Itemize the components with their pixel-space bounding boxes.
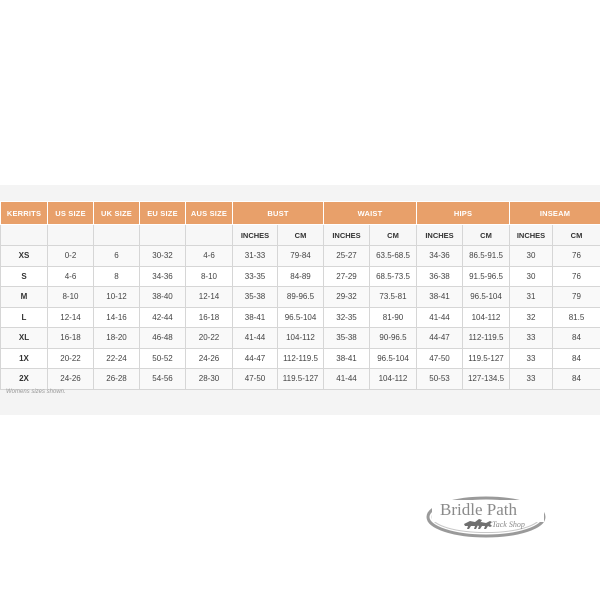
- table-cell: 38-40: [140, 287, 186, 308]
- table-cell: 31: [510, 287, 553, 308]
- subheader-blank: [94, 225, 140, 246]
- table-cell: 33: [510, 369, 553, 390]
- table-cell: 90-96.5: [370, 328, 417, 349]
- subheader-bust-cm: CM: [278, 225, 324, 246]
- table-cell: 63.5-68.5: [370, 246, 417, 267]
- size-label-cell: M: [1, 287, 48, 308]
- header-us-size: US SIZE: [48, 202, 94, 225]
- size-label-cell: XS: [1, 246, 48, 267]
- table-cell: 81.5: [553, 307, 600, 328]
- table-cell: 26-28: [94, 369, 140, 390]
- size-label-cell: XL: [1, 328, 48, 349]
- size-label-cell: 2X: [1, 369, 48, 390]
- header-uk-size: UK SIZE: [94, 202, 140, 225]
- table-cell: 36-38: [417, 266, 463, 287]
- table-cell: 0-2: [48, 246, 94, 267]
- table-cell: 50-52: [140, 348, 186, 369]
- table-cell: 31-33: [233, 246, 278, 267]
- header-brand: KERRITS: [1, 202, 48, 225]
- table-cell: 76: [553, 266, 600, 287]
- table-cell: 76: [553, 246, 600, 267]
- size-chart-container: [0, 201, 600, 390]
- table-cell: 10-12: [94, 287, 140, 308]
- table-cell: 79: [553, 287, 600, 308]
- logo-brand-text: Bridle Path: [440, 500, 517, 519]
- table-cell: 119.5-127: [463, 348, 510, 369]
- table-cell: 127-134.5: [463, 369, 510, 390]
- table-cell: 33: [510, 328, 553, 349]
- subheader-inseam-cm: CM: [553, 225, 600, 246]
- header-row: [1, 202, 600, 225]
- table-cell: 35-38: [233, 287, 278, 308]
- table-cell: 91.5-96.5: [463, 266, 510, 287]
- subheader-blank: [186, 225, 233, 246]
- table-cell: 68.5-73.5: [370, 266, 417, 287]
- table-cell: 38-41: [324, 348, 370, 369]
- table-cell: 12-14: [186, 287, 233, 308]
- table-cell: 54-56: [140, 369, 186, 390]
- table-cell: 38-41: [233, 307, 278, 328]
- sizes-note: Womens sizes shown.: [6, 389, 66, 395]
- header-waist: WAIST: [324, 202, 417, 225]
- table-cell: 104-112: [370, 369, 417, 390]
- table-cell: 8-10: [186, 266, 233, 287]
- table-cell: 14-16: [94, 307, 140, 328]
- table-cell: 79-84: [278, 246, 324, 267]
- subheader-bust-inches: INCHES: [233, 225, 278, 246]
- table-cell: 4-6: [48, 266, 94, 287]
- size-chart-table: [0, 201, 600, 390]
- table-cell: 47-50: [233, 369, 278, 390]
- table-cell: 84-89: [278, 266, 324, 287]
- bridle-path-logo: [424, 494, 560, 540]
- header-inseam: INSEAM: [510, 202, 600, 225]
- table-cell: 25-27: [324, 246, 370, 267]
- table-cell: 8-10: [48, 287, 94, 308]
- table-cell: 84: [553, 369, 600, 390]
- size-label-cell: S: [1, 266, 48, 287]
- table-cell: 4-6: [186, 246, 233, 267]
- table-cell: 16-18: [48, 328, 94, 349]
- table-row: [1, 246, 600, 267]
- table-cell: 8: [94, 266, 140, 287]
- table-row: [1, 348, 600, 369]
- subheader-blank: [140, 225, 186, 246]
- subheader-blank: [1, 225, 48, 246]
- table-cell: 34-36: [417, 246, 463, 267]
- table-cell: 42-44: [140, 307, 186, 328]
- header-bust: BUST: [233, 202, 324, 225]
- size-chart-body: [1, 246, 600, 390]
- header-aus-size: AUS SIZE: [186, 202, 233, 225]
- size-label-cell: 1X: [1, 348, 48, 369]
- table-cell: 30-32: [140, 246, 186, 267]
- subheader-waist-cm: CM: [370, 225, 417, 246]
- table-cell: 96.5-104: [463, 287, 510, 308]
- table-cell: 84: [553, 328, 600, 349]
- subheader-inseam-inches: INCHES: [510, 225, 553, 246]
- table-cell: 112-119.5: [278, 348, 324, 369]
- table-cell: 32: [510, 307, 553, 328]
- table-cell: 41-44: [417, 307, 463, 328]
- size-label-cell: L: [1, 307, 48, 328]
- table-cell: 104-112: [463, 307, 510, 328]
- table-cell: 29-32: [324, 287, 370, 308]
- table-cell: 38-41: [417, 287, 463, 308]
- table-cell: 104-112: [278, 328, 324, 349]
- table-cell: 89-96.5: [278, 287, 324, 308]
- table-cell: 30: [510, 266, 553, 287]
- table-row: [1, 266, 600, 287]
- table-cell: 24-26: [186, 348, 233, 369]
- table-cell: 18-20: [94, 328, 140, 349]
- table-cell: 73.5-81: [370, 287, 417, 308]
- table-cell: 44-47: [417, 328, 463, 349]
- table-row: [1, 328, 600, 349]
- table-cell: 12-14: [48, 307, 94, 328]
- table-cell: 32-35: [324, 307, 370, 328]
- table-cell: 35-38: [324, 328, 370, 349]
- table-row: [1, 369, 600, 390]
- subheader-row: [1, 225, 600, 246]
- subheader-hips-cm: CM: [463, 225, 510, 246]
- header-hips: HIPS: [417, 202, 510, 225]
- subheader-waist-inches: INCHES: [324, 225, 370, 246]
- table-cell: 41-44: [233, 328, 278, 349]
- table-cell: 84: [553, 348, 600, 369]
- table-cell: 24-26: [48, 369, 94, 390]
- table-cell: 22-24: [94, 348, 140, 369]
- table-cell: 6: [94, 246, 140, 267]
- logo-tagline-text: Tack Shop: [492, 520, 525, 529]
- table-cell: 47-50: [417, 348, 463, 369]
- table-cell: 50-53: [417, 369, 463, 390]
- table-cell: 20-22: [186, 328, 233, 349]
- table-cell: 96.5-104: [278, 307, 324, 328]
- table-cell: 86.5-91.5: [463, 246, 510, 267]
- table-cell: 119.5-127: [278, 369, 324, 390]
- table-cell: 28-30: [186, 369, 233, 390]
- table-cell: 44-47: [233, 348, 278, 369]
- table-cell: 112-119.5: [463, 328, 510, 349]
- table-cell: 27-29: [324, 266, 370, 287]
- table-cell: 33: [510, 348, 553, 369]
- table-row: [1, 287, 600, 308]
- table-cell: 33-35: [233, 266, 278, 287]
- header-eu-size: EU SIZE: [140, 202, 186, 225]
- table-cell: 46-48: [140, 328, 186, 349]
- table-cell: 30: [510, 246, 553, 267]
- table-cell: 41-44: [324, 369, 370, 390]
- subheader-blank: [48, 225, 94, 246]
- table-cell: 81-90: [370, 307, 417, 328]
- table-cell: 20-22: [48, 348, 94, 369]
- table-cell: 34-36: [140, 266, 186, 287]
- table-cell: 96.5-104: [370, 348, 417, 369]
- table-row: [1, 307, 600, 328]
- table-cell: 16-18: [186, 307, 233, 328]
- subheader-hips-inches: INCHES: [417, 225, 463, 246]
